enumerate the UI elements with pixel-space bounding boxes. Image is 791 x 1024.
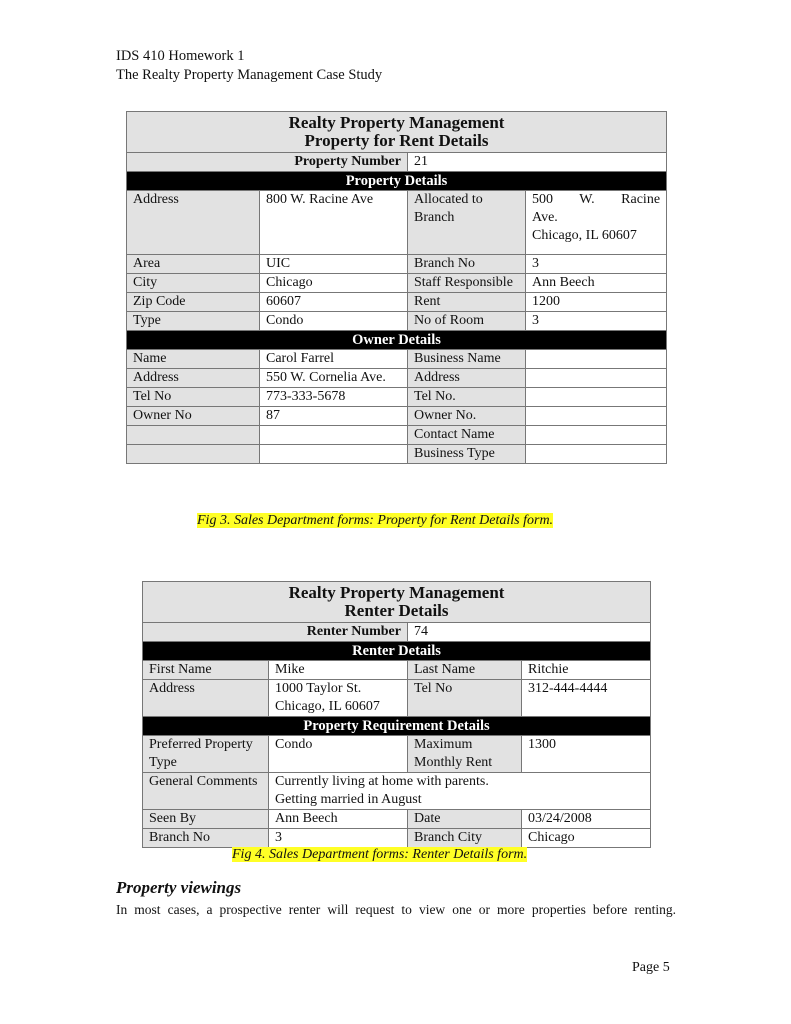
- branch-no-value: 3: [526, 255, 667, 274]
- seen-by-value: Ann Beech: [269, 810, 408, 829]
- page-header: [116, 47, 382, 85]
- type-label: Type: [127, 312, 260, 331]
- form-title: [143, 582, 651, 623]
- allocated-line2: Ave.: [532, 210, 558, 225]
- form-title-name: Renter Details: [344, 601, 449, 620]
- renter-tel-label: Tel No: [408, 680, 522, 717]
- branch-city-value: Chicago: [522, 829, 651, 848]
- area-value: UIC: [260, 255, 408, 274]
- comments-label: General Comments: [143, 773, 269, 810]
- allocated-branch-value: [526, 191, 667, 255]
- property-number-value: 21: [408, 153, 667, 172]
- figure-caption-4: [232, 846, 527, 864]
- date-label: Date: [408, 810, 522, 829]
- property-rent-form: [126, 111, 667, 464]
- form-title-company: Realty Property Management: [288, 113, 505, 132]
- section-property-details: Property Details: [127, 172, 667, 191]
- renter-address-label: Address: [143, 680, 269, 717]
- case-study-title: The Realty Property Management Case Study: [116, 67, 383, 83]
- owner-name-label: Name: [127, 350, 260, 369]
- section-heading: Property viewings: [116, 878, 242, 897]
- renter-address-value: [269, 680, 408, 717]
- type-value: Condo: [260, 312, 408, 331]
- area-label: Area: [127, 255, 260, 274]
- owner-address-label: Address: [127, 369, 260, 388]
- caption-text: Fig 3. Sales Department forms: Property for Rent Details form.: [197, 513, 554, 528]
- contact-name-value: [526, 426, 667, 445]
- rooms-value: 3: [526, 312, 667, 331]
- date-value: 03/24/2008: [522, 810, 651, 829]
- empty-cell: [260, 445, 408, 464]
- business-address-label: Address: [408, 369, 526, 388]
- owner-tel-label: Tel No: [127, 388, 260, 407]
- allocated-line3: Chicago, IL 60607: [532, 228, 637, 243]
- course-title: IDS 410 Homework 1: [116, 48, 245, 64]
- first-name-value: Mike: [269, 661, 408, 680]
- staff-responsible-value: Ann Beech: [526, 274, 667, 293]
- last-name-label: Last Name: [408, 661, 522, 680]
- empty-cell: [127, 426, 260, 445]
- max-rent-label: Maximum Monthly Rent: [408, 736, 522, 773]
- preferred-type-label: Preferred Property Type: [143, 736, 269, 773]
- business-name-value: [526, 350, 667, 369]
- body-paragraph: In most cases, a prospective renter will request to view one or more properties before renting.: [116, 902, 676, 917]
- comments-line2: Getting married in August: [275, 792, 422, 807]
- page-number: Page 5: [632, 960, 670, 975]
- section-property-requirement: Property Requirement Details: [143, 717, 651, 736]
- business-address-value: [526, 369, 667, 388]
- city-label: City: [127, 274, 260, 293]
- business-type-value: [526, 445, 667, 464]
- section-renter-details: Renter Details: [143, 642, 651, 661]
- form-title: [127, 112, 667, 153]
- business-tel-label: Tel No.: [408, 388, 526, 407]
- preferred-type-value: Condo: [269, 736, 408, 773]
- business-name-label: Business Name: [408, 350, 526, 369]
- address-value: 800 W. Racine Ave: [260, 191, 408, 255]
- branch-no-label: Branch No: [408, 255, 526, 274]
- form-title-name: Property for Rent Details: [304, 131, 489, 150]
- figure-caption-3: [197, 512, 553, 530]
- renter-address-line1: 1000 Taylor St.: [275, 681, 362, 696]
- city-value: Chicago: [260, 274, 408, 293]
- address-label: Address: [127, 191, 260, 255]
- renter-address-line2: Chicago, IL 60607: [275, 699, 380, 714]
- owner-no-value: 87: [260, 407, 408, 426]
- contact-name-label: Contact Name: [408, 426, 526, 445]
- renter-number-value: 74: [408, 623, 651, 642]
- seen-by-label: Seen By: [143, 810, 269, 829]
- business-owner-no-label: Owner No.: [408, 407, 526, 426]
- owner-tel-value: 773-333-5678: [260, 388, 408, 407]
- renter-details-form: [142, 581, 651, 848]
- renter-number-label: Renter Number: [143, 623, 408, 642]
- section-owner-details: Owner Details: [127, 331, 667, 350]
- renter-branch-no-label: Branch No: [143, 829, 269, 848]
- empty-cell: [127, 445, 260, 464]
- last-name-value: Ritchie: [522, 661, 651, 680]
- form-title-company: Realty Property Management: [288, 583, 505, 602]
- business-tel-value: [526, 388, 667, 407]
- renter-branch-no-value: 3: [269, 829, 408, 848]
- allocated-branch-label: Allocated to Branch: [408, 191, 526, 255]
- rent-value: 1200: [526, 293, 667, 312]
- staff-responsible-label: Staff Responsible: [408, 274, 526, 293]
- owner-no-label: Owner No: [127, 407, 260, 426]
- max-rent-value: 1300: [522, 736, 651, 773]
- rooms-label: No of Room: [408, 312, 526, 331]
- caption-text: Fig 4. Sales Department forms: Renter Details form.: [232, 847, 528, 862]
- zip-code-value: 60607: [260, 293, 408, 312]
- first-name-label: First Name: [143, 661, 269, 680]
- property-number-label: Property Number: [127, 153, 408, 172]
- business-owner-no-value: [526, 407, 667, 426]
- comments-line1: Currently living at home with parents.: [275, 774, 489, 789]
- business-type-label: Business Type: [408, 445, 526, 464]
- owner-address-value: 550 W. Cornelia Ave.: [260, 369, 408, 388]
- comments-value: [269, 773, 651, 810]
- rent-label: Rent: [408, 293, 526, 312]
- branch-city-label: Branch City: [408, 829, 522, 848]
- owner-name-value: Carol Farrel: [260, 350, 408, 369]
- allocated-line1: 500 W. Racine: [532, 192, 661, 207]
- renter-tel-value: 312-444-4444: [522, 680, 651, 717]
- empty-cell: [260, 426, 408, 445]
- zip-code-label: Zip Code: [127, 293, 260, 312]
